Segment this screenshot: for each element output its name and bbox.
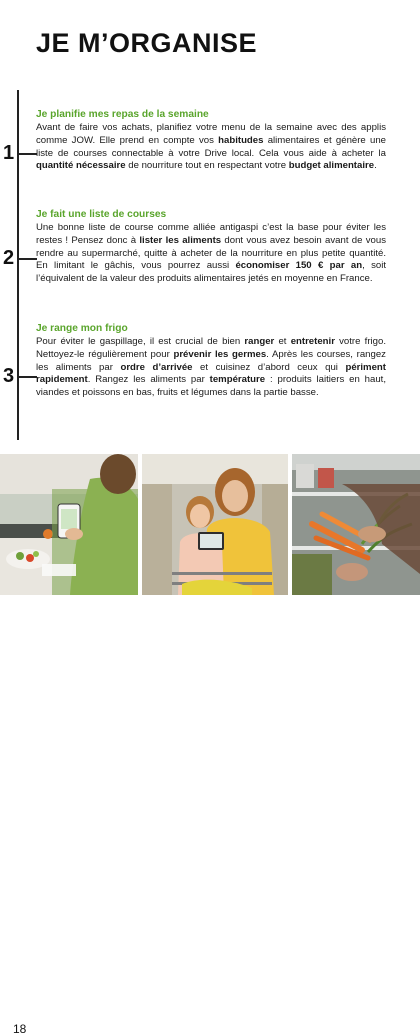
- emphasis-text: entretenir: [290, 336, 335, 347]
- emphasis-text: ordre d’arrivée: [120, 361, 193, 373]
- step-number: 3: [3, 365, 15, 387]
- body-text: , soit l’équivalent de la valeur des produits alimentaires jetés en moyenne en France.: [36, 260, 386, 285]
- body-text: Avant de faire vos achats, planifiez votre menu de la semaine avec des applis comme JOW. Elle prend en compte vos: [36, 122, 386, 146]
- body-text: dont vous avez besoin avant de vous rendre au supermarché, quitte à acheter de la nourriture en plus petite quantité. En limitant le gâchis, vous pourrez aussi: [36, 234, 386, 272]
- photo-fridge-vegetables: [292, 454, 420, 595]
- body-text: . Après les courses, rangez les aliments par: [36, 348, 386, 373]
- body-text: Pour éviter le gaspillage, il est crucial de bien: [36, 336, 245, 347]
- section-heading: Je fait une liste de courses: [36, 209, 167, 220]
- step-number: 2: [3, 247, 15, 269]
- step-tick: [17, 258, 37, 260]
- section-shopping-list: [36, 208, 386, 286]
- emphasis-text: prévenir les germes: [173, 348, 267, 360]
- body-text: de nourriture tout en respectant votre: [125, 160, 289, 172]
- section-body: [36, 122, 386, 173]
- section-fridge: [36, 322, 386, 400]
- body-text: et cuisinez d’abord ceux qui: [192, 361, 346, 373]
- section-plan-meals: [36, 108, 386, 173]
- emphasis-text: périment rapidement: [36, 361, 386, 386]
- body-text: et: [274, 336, 291, 347]
- emphasis-text: ranger: [244, 336, 275, 347]
- emphasis-text: lister les aliments: [139, 234, 222, 246]
- body-text: votre frigo. Nettoyez-le régulièrement pour: [36, 336, 386, 360]
- emphasis-text: budget alimentaire: [288, 160, 375, 172]
- emphasis-text: économiser 150 € par an: [235, 260, 363, 272]
- photo-strip: [0, 454, 420, 1036]
- step-number: 1: [3, 142, 15, 164]
- section-heading: Je planifie mes repas de la semaine: [36, 109, 209, 120]
- emphasis-text: habitudes: [218, 134, 264, 146]
- photo-supermarket-shopping: [142, 454, 288, 595]
- body-text: alimentaires et génère une liste de courses connectable à votre Drive local. Cela vous aide à acheter la: [36, 134, 387, 159]
- emphasis-text: quantité nécessaire: [36, 160, 126, 172]
- section-body: [36, 222, 386, 286]
- page-title: JE M’ORGANISE: [36, 28, 258, 58]
- body-text: Une bonne liste de course comme alliée antigaspi c’est la base pour éviter les restes ! Pensez donc à: [36, 222, 386, 246]
- emphasis-text: température: [209, 374, 266, 386]
- section-body: [36, 336, 386, 400]
- section-heading: Je range mon frigo: [36, 323, 128, 334]
- body-text: . Rangez les aliments par: [87, 374, 210, 386]
- page-number: 18: [13, 1022, 27, 1036]
- step-tick: [17, 376, 37, 378]
- body-text: .: [374, 160, 377, 172]
- photo-meal-planning-phone: [0, 454, 138, 595]
- body-text: : produits laitiers en haut, viandes et poissons en bas, fruits et légumes dans la partie basse.: [36, 374, 386, 399]
- step-tick: [17, 153, 37, 155]
